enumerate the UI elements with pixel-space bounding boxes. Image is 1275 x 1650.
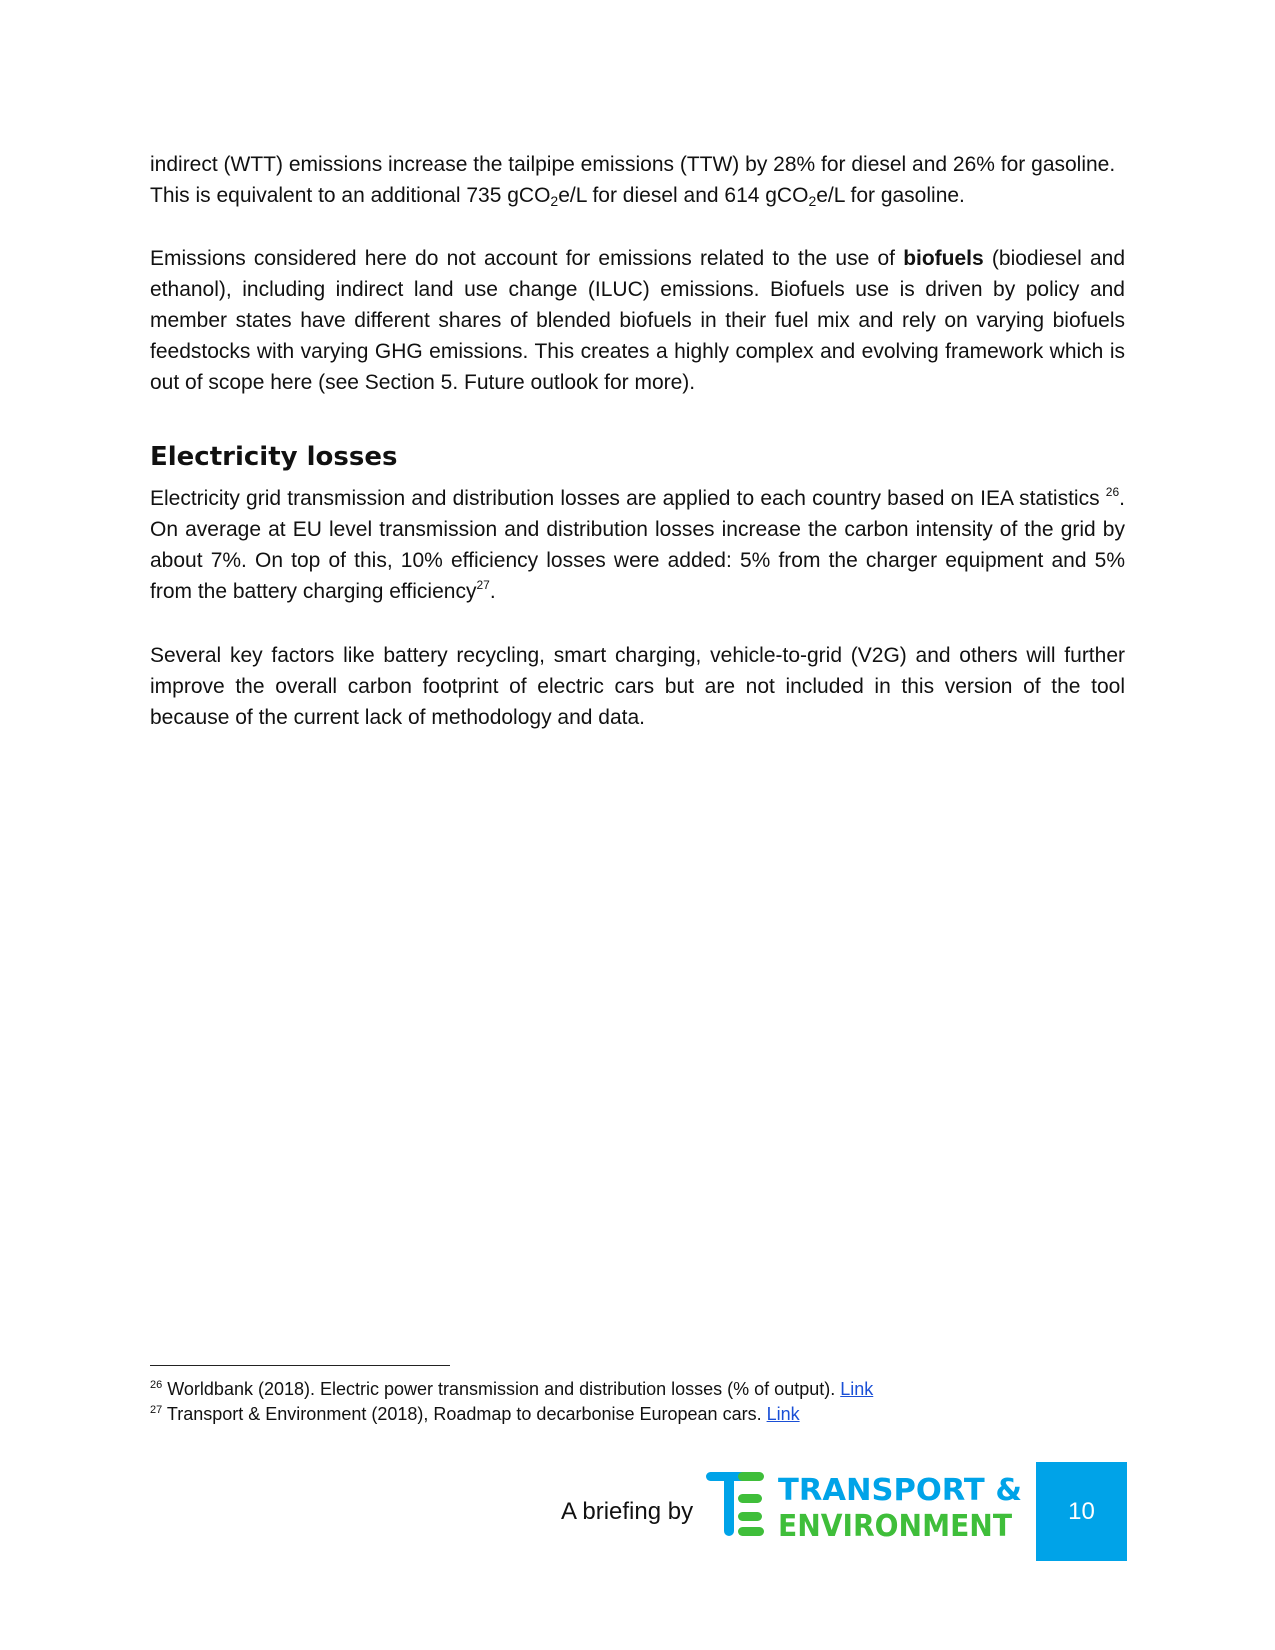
footnotes — [150, 1377, 1125, 1427]
te-monogram-icon — [706, 1472, 764, 1536]
paragraph-text: . — [489, 580, 496, 603]
subscript: 2 — [808, 193, 817, 209]
footnote-27-link[interactable]: Link — [766, 1404, 800, 1424]
page-number-box — [1036, 1462, 1127, 1561]
paragraph-text: . On average at EU level transmission and distribution losses increase the carbon intensity of the grid by about 7%. On top of this, 10% efficiency losses were added: 5% from the charger equipment and 5% from the battery charging efficiency — [150, 487, 1125, 603]
footnote-ref-27[interactable]: 27 — [476, 578, 490, 592]
paragraph-text: e/L for gasoline. — [816, 184, 965, 207]
briefing-label: A briefing by — [561, 1498, 694, 1525]
paragraph-text: This is equivalent to an additional 735 gCO — [150, 184, 551, 207]
paragraph-text: Electricity grid transmission and distribution losses are applied to each country based on IEA statistics — [150, 487, 1106, 510]
transport-environment-logo — [706, 1470, 1026, 1540]
paragraph-wtt-emissions — [150, 149, 1125, 211]
footnote-number: 26 — [150, 1379, 163, 1391]
footnote-27 — [150, 1402, 1125, 1427]
logo-line-2: ENVIRONMENT — [778, 1509, 1013, 1540]
paragraph-text: indirect (WTT) emissions increase the tailpipe emissions (TTW) by 28% for diesel and 26% for gasoline. — [150, 153, 1116, 176]
logo-line-1: TRANSPORT & — [778, 1473, 1022, 1508]
footnote-divider — [150, 1365, 450, 1366]
page-number: 10 — [1068, 1497, 1095, 1525]
footnote-26 — [150, 1377, 1125, 1402]
paragraph-biofuels — [150, 243, 1125, 398]
paragraph-electricity-losses — [150, 483, 1125, 607]
bold-term: biofuels — [903, 247, 984, 270]
paragraph-key-factors: Several key factors like battery recycling, smart charging, vehicle-to-grid (V2G) and others will further improve the overall carbon footprint of electric cars but are not included in this version of the tool because of the current lack of methodology and data. — [150, 644, 1125, 729]
section-heading: Electricity losses — [150, 442, 398, 472]
paragraph-text: Emissions considered here do not account for emissions related to the use of — [150, 247, 904, 270]
subscript: 2 — [550, 193, 559, 209]
footnote-ref-26[interactable]: 26 — [1105, 485, 1120, 499]
footnote-26-link[interactable]: Link — [840, 1379, 874, 1399]
footnote-text: Worldbank (2018). Electric power transmission and distribution losses (% of output). — [162, 1379, 841, 1399]
footnote-text: Transport & Environment (2018), Roadmap to decarbonise European cars. — [162, 1404, 767, 1424]
paragraph-text: (biodiesel and ethanol), including indirect land use change (ILUC) emissions. Biofuels use is driven by policy and member states have different shares of blended biofuels in their fuel mix and rely on varying biofuels feedstocks with varying GHG emissions. This creates a highly complex and evolving framework which is out of scope here (see Section 5. Future outlook for more). — [150, 247, 1126, 394]
footnote-number: 27 — [150, 1404, 163, 1416]
paragraph-text: e/L for diesel and 614 gCO — [558, 184, 809, 207]
